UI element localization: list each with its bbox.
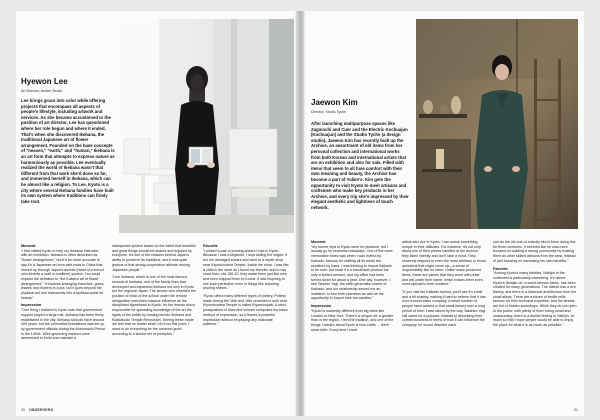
paragraph: one as the nth sub of a family who's been doing this for three centuries. It seemed like he was more focused on building a strong community by treating them as other skilled artisans from the area, instead of just focusing on increasing his own benefits." [493, 240, 576, 263]
paragraph: "Kyoto offers many different types of pottery. Pottery made during the 16th and 18th centuries is sold near Kiyomizudera Temple is called Kiyomizuyaki. A strict juxtaposition of lines and volume composes the basic method of expression, so it leaves a powerful impression without employing any elaborate patterns." [203, 294, 288, 327]
article-column-2 [402, 240, 486, 331]
article-column-2 [112, 244, 196, 339]
section-heading: Impression [311, 304, 332, 309]
page-footer-left [21, 408, 53, 412]
section-heading: Favorite [203, 244, 218, 248]
section-heading: Moment [311, 240, 326, 244]
section-label: OBSERVERS [29, 408, 54, 412]
paragraph: "Line Ikebana, which is one of the most famous schools of Ikebana, one of the family lines that developed and expanded Ikebana not only in Kyoto but the regional Japan. The lemoto who inherited the position of head of the school under the lemoto designation exercises massive influence as the disciplined figurehead in Kyoto. It's the lemoto who's responsible for spreading knowledge of the art the rights of the public by hosting lemoto Ikebana and Rokkakudo Temple Rennoshin. Seeing these made me feel that no matter what I do from this point, I need to do everything for the common good according to a similar set of principles." [112, 275, 196, 336]
right-photo-drawing [416, 19, 578, 229]
page-number: 21 [574, 408, 578, 412]
page-number: 20 [21, 408, 25, 412]
portrait-photo-hyewon-lee [119, 19, 294, 233]
article-column-1 [311, 240, 395, 335]
paragraph: "My former trips to Kyoto were for pleasure, but I usually go for business nowadays. One of the more memorable times was when I was invited by Kaikado, famous for crafting all its metal tea canisters by hand. I was thinking to import Kaikado to be sure, but since it's a handmade product the only a limited amount, and my office had been turned down for about a year. One day, however, I see Tshuhio Yagi, the sixth-generation owner of Kaikado, and our relationship served me an invitation. In four their premises as well as the opportunity to import their tea caddies." [311, 244, 393, 301]
profile-name: Jaewon Kim [311, 98, 358, 107]
paragraph: artists who live in Kyoto, I can sense something unique in their attitudes. For instance, it's not only about one of their pieces handled at the Archive; they listen intently and don't take a mind. They sincerely respond to even the most arbitrary or trivial questions that might come up—a sense of responsibility like no other. Unlike mass-produced items, these are pieces that they wove with pride and will under their name, which makes them even more special to their creators." [402, 240, 486, 287]
paragraph: "I first visited Kyoto to help my Ikebana instructor with an exhibition. Ikebana is often described as "flower arrangement," but it'd be more accurate to say it's a Japanese art form with roots in China that moved up through Japan's ascetic (head of a school who inherits a craft or tradition) system. You could expand the definition to "the Eastern art of flower arrangement." It involves arranging branches, grass, leaves, and flowers in a pot, but it goes beyond the physical act and transcends into a spiritual quest for beauty." [21, 248, 105, 300]
profile-role: Art Director, Anderl Studio [21, 89, 63, 93]
section-heading: Impression [21, 303, 42, 308]
paragraph: "I picked a pair of pruning shears I had in Kyoto. Because I was a beginner, I kept dulling the edges. It led me damaged shears and went to a repair shop near Kiyomizudera Temple. Inside the shop, I was like a child in the store as I found my favorite, and to use since then: old 150-10, they made them just like new and even shipped them to Korea. It was inspiring to see such perfection even in things like repairing pruning shears." [203, 248, 289, 291]
paragraph: widespread system based on the belief that beautiful and great things should be shared and enjoyed by everyone. It's one of the reasons behind Japan's ability to preserve its traditions, and it was quite jealous of that strong cooperative attitude among Japanese people." [112, 244, 196, 272]
profile-name: Hyewon Lee [21, 77, 68, 86]
paragraph: "One thing I realized in Kyoto was that government support played a large role. Ikebana has been firmly established in the city. Ikebana schools have around 400 years, but the primordial foundations was set up by government officials during the Muromachi Period in the 1400s. Wise governing warriors were determined to build and maintain a [21, 308, 105, 341]
page-footer-right [574, 408, 578, 412]
profile-role: Director, Studio Tyche [311, 110, 347, 114]
portrait-photo-jaewon-kim [416, 19, 578, 229]
paragraph: "If you visit the Kaikado factory, you'll see it's small and a bit shabby, making it hard to believe that it has over a world-class company. A small number of people have worked in that small factory over a long period of time. I was struck by the way Takahiro Yagi still cared for a purpose, instead of describing their current business in terms of how it can influence the company, he would describe each [402, 290, 486, 327]
article-column-3 [203, 244, 289, 330]
paragraph: "Kyoto is markedly different from big cities like London or New York. There's a unique air: a greater than in the region. I feel the tradition, and one of the things I admire about Kyoto is how crafts ... them since birth. Every time I meet [311, 308, 394, 332]
section-heading: Favorite [493, 266, 508, 271]
left-photo-drawing [119, 19, 294, 233]
profile-intro: Lee brings grace into color while offering projects that encompass all aspects of people's lifestyle, including artwork and services. As she became accustomed to the position of art director, Lee has questioned where her role begun and where it ended. That's when she discovered Ikebana, the traditional Japanese art of flower arrangement. Founded on the base concepts of "heaven," "earth," and "human," Ikebana is an art form that attempts to express nature as harmoniously as possible. Lee eventually realized the world of Ikebana wasn't that different from that work she'd done so far, and immersed herself in Ikebana, which can be almost like a religion. To Lee, Kyoto is a city where several Ikebana families have built its own system where traditions can firmly take root. [21, 98, 115, 204]
article-column-3 [493, 240, 577, 331]
paragraph: "Among Kyoto's many districts, Nishijin in the northwest is particularly interesting. It's where Kyoto's Nishijin-ori, a world-famous fabric, has been created for many generations. The district has a rich history, and there is a historical architecture from the small alleys. There are a dozen of textile mills famous for their technical expertise, and the streets are full of hidden workshops. While they do not open to the public, with plenty of them being small and unassuming, there is a district feeling to Nishijin, so much so that I hope people would be able to enjoy the place for what it is as much as possible." [493, 271, 577, 327]
left-page [16, 11, 296, 416]
article-column-1 [21, 244, 105, 344]
right-page [304, 11, 584, 416]
profile-intro: After launching multipurpose spaces like Zagmochi and Cuer and the Electric Kochuajun (Kochuajun) and the Studio Tyche (a design studio), Jaewon Kim has recently built up the Archive, an assortment of old items from her personal collection and international works from both Korean and international artists that are on exhibition and also for sale. Filled with items that seem to all fuse comfort with their own meaning and beauty, the Archive has become a part of Yulien's. Kim gets the opportunity to visit Kyoto to meet artisans and craftsmen who make key products in her Archive, and every trip she's impressed by their elegant aesthetic and lightness of touch network. [311, 121, 409, 210]
section-heading: Moment [21, 244, 36, 248]
